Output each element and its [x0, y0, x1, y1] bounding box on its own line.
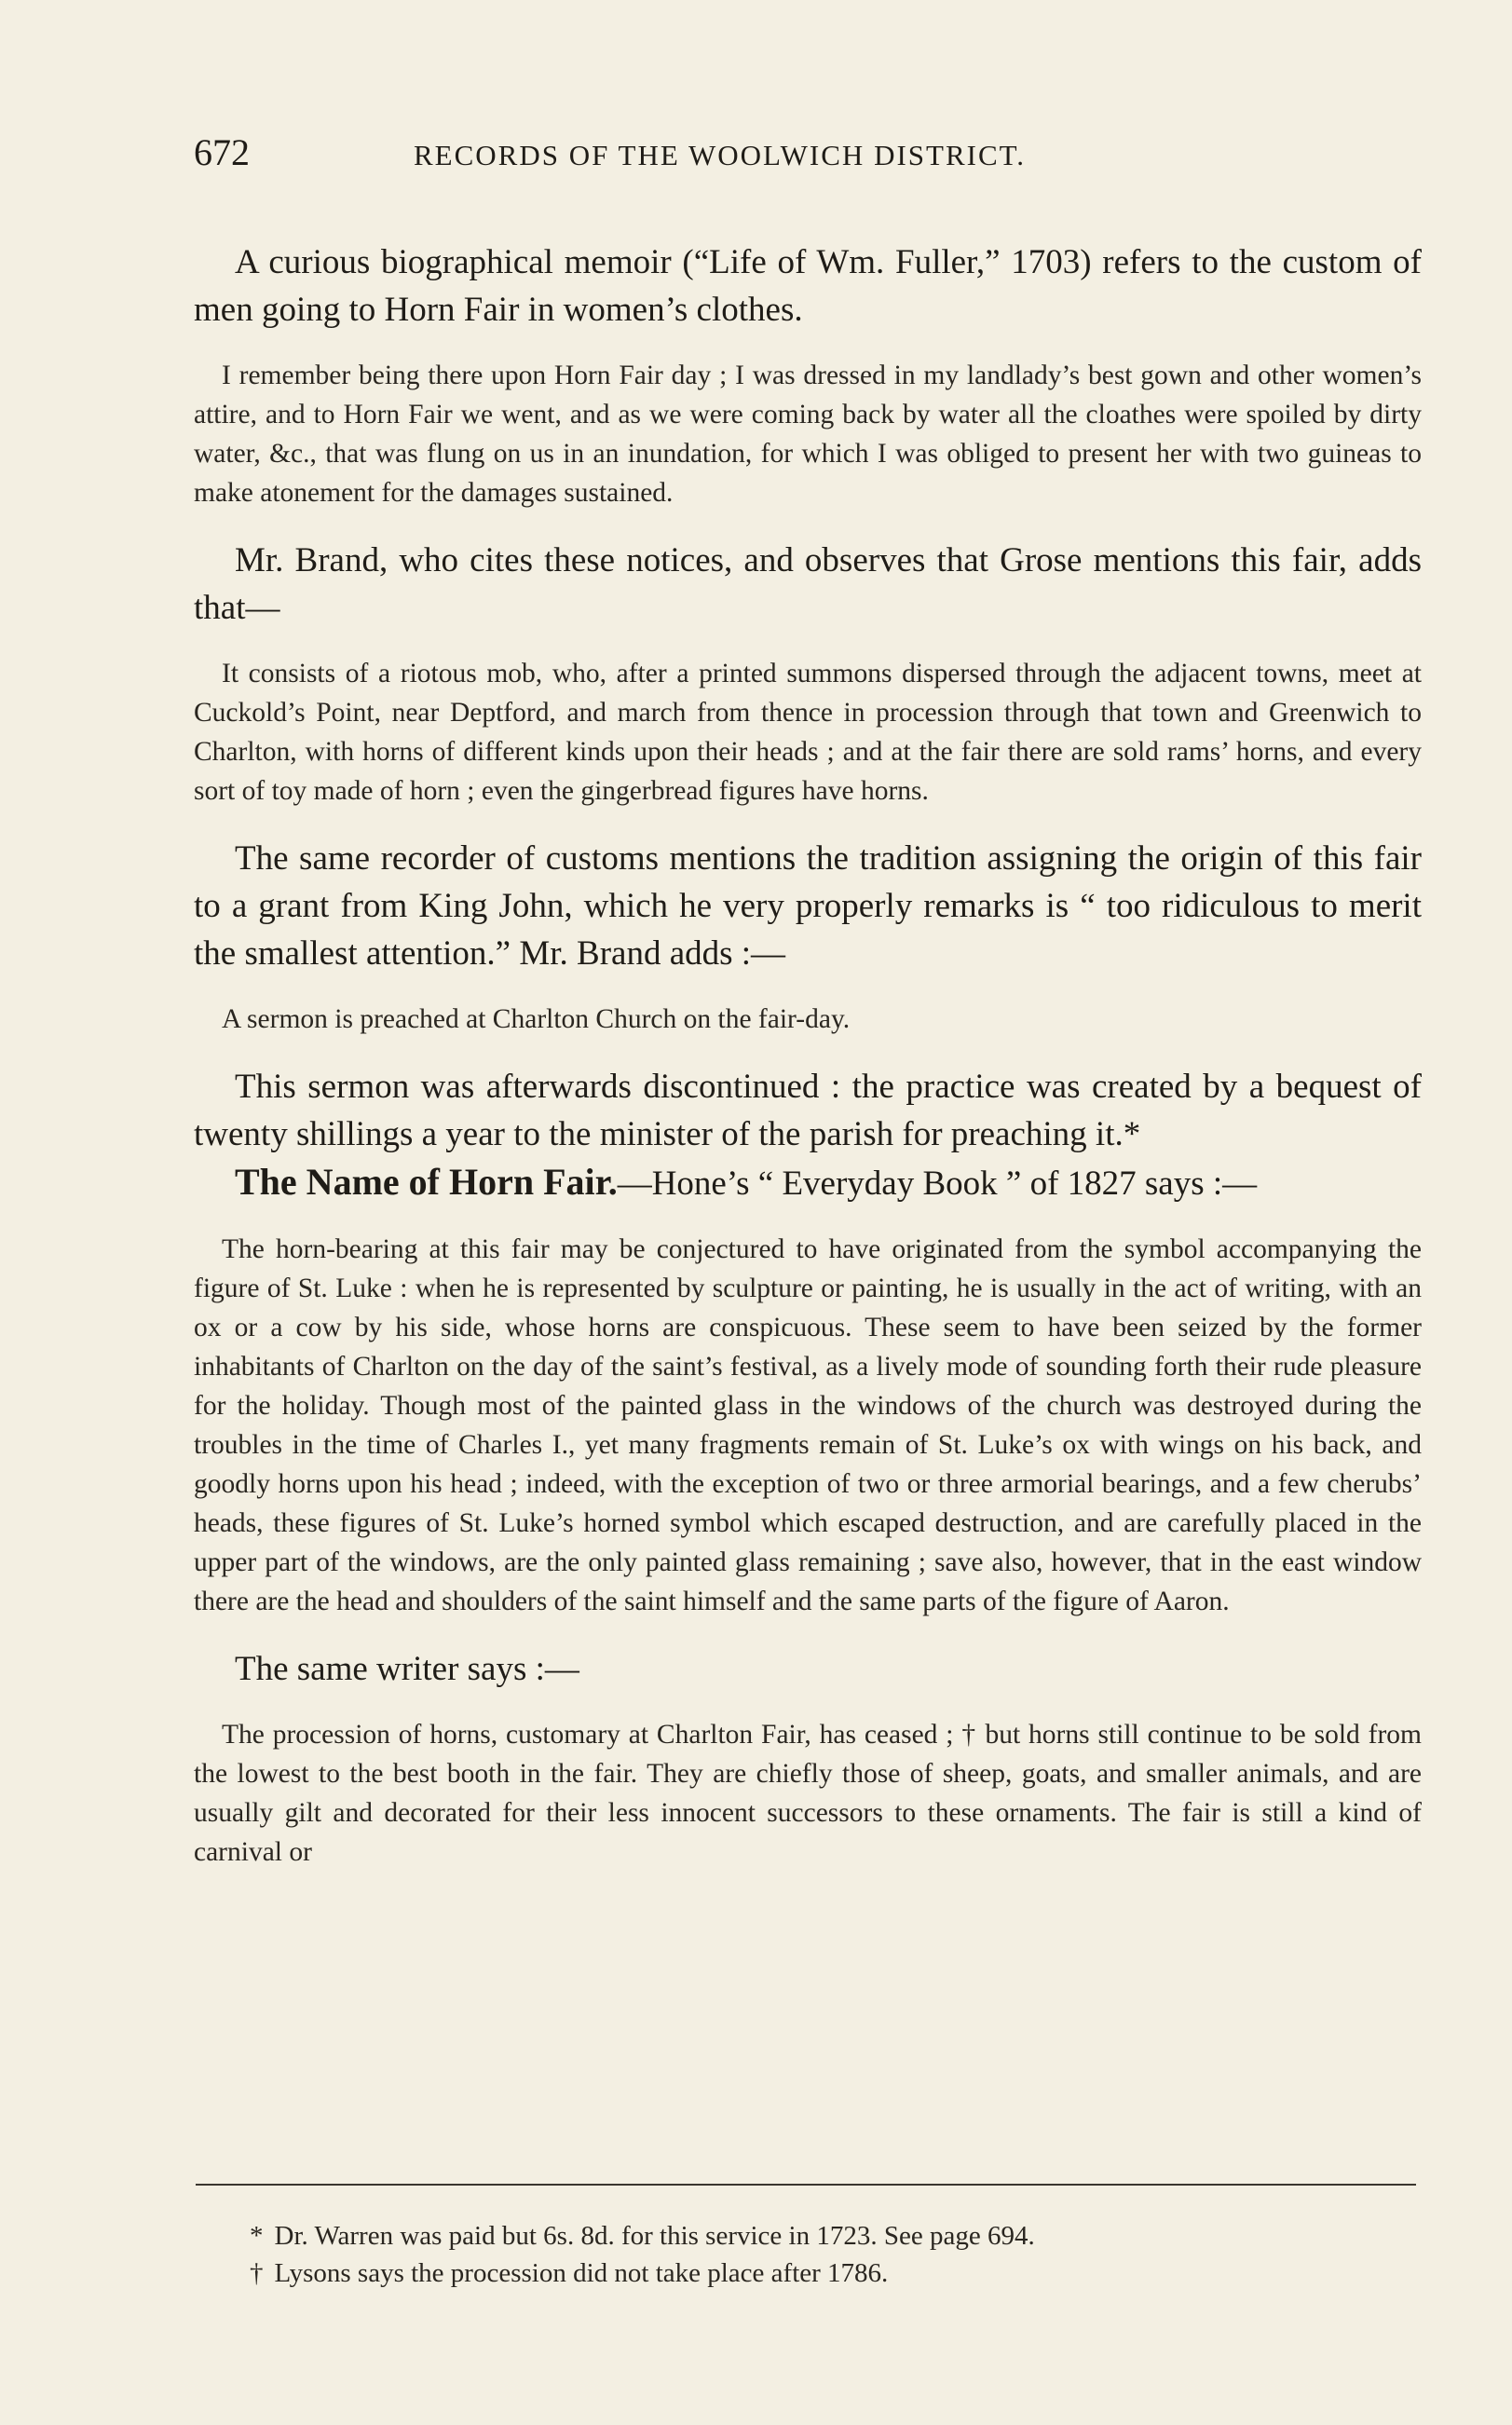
quote-sermon: A sermon is preached at Charlton Church on the fair-day. — [222, 1004, 851, 1034]
footnote-text: Lysons says the procession did not take place after 1786. — [274, 2258, 889, 2288]
book-page — [194, 130, 1422, 1896]
paragraph-same-writer: The same writer says :— — [235, 1650, 579, 1688]
footnote-mark: † — [250, 2258, 264, 2288]
running-head: RECORDS OF THE WOOLWICH DISTRICT. — [414, 139, 1027, 171]
paragraph-king-john: The same recorder of customs mentions the tradition assigning the origin of this fair to a grant from King John, which he very properly remarks is “ too ridiculous to merit the smallest attention.” Mr. Brand adds :— — [194, 839, 1422, 973]
footnote-1 — [250, 2217, 1405, 2255]
quote-fuller: I remember being there upon Horn Fair day ; I was dressed in my landlady’s best gown and other women’s attire, and to Horn Fair we went, and as we were coming back by water all the cloathes were spoiled by dirty water, &c., that was flung on us in an inundation, for which I was obliged to present her with two guineas to make atonement for the damages sustained. — [194, 361, 1422, 508]
footnote-text: Dr. Warren was paid but 6s. 8d. for this service in 1723. See page 694. — [274, 2221, 1035, 2251]
footnote-rule — [196, 2184, 1416, 2186]
footnote-2 — [250, 2255, 1405, 2292]
quote-brand-riotous-mob: It consists of a riotous mob, who, after a printed summons dispersed through the adjacent towns, meet at Cuckold’s Point, near Deptford, and march from thence in procession through that town and Greenwich to Charlton, with horns of different kinds upon their heads ; and at the fair there are sold rams’ horns, and every sort of toy made of horn ; even the gingerbread figures have horns. — [194, 659, 1422, 806]
section-heading-paragraph — [194, 1158, 1422, 1207]
paragraph-fuller-memoir: A curious biographical memoir (“Life of Wm. Fuller,” 1703) refers to the custom of men going to Horn Fair in women’s clothes. — [194, 243, 1422, 329]
page-header — [194, 130, 1422, 179]
footnote-mark: * — [250, 2221, 264, 2251]
section-intro: —Hone’s “ Everyday Book ” of 1827 says :— — [617, 1165, 1258, 1203]
page-number: 672 — [194, 131, 250, 173]
paragraph-brand: Mr. Brand, who cites these notices, and observes that Grose mentions this fair, adds that— — [194, 541, 1422, 627]
quote-hone-everyday-book: The horn-bearing at this fair may be conjectured to have originated from the symbol accompanying the figure of St. Luke : when he is represented by sculpture or painting, he is usually in the act of writing, with an ox or a cow by his side, whose horns are conspicuous. These seem to have been seized by the former inhabitants of Charlton on the day of the saint’s festival, as a lively mode of sounding forth their rude pleasure for the holiday. Though most of the painted glass in the windows of the church was destroyed during the troubles in the time of Charles I., yet many fragments remain of St. Luke’s ox with wings on his back, and goodly horns upon his head ; indeed, with the exception of two or three armorial bearings, and a few cherubs’ heads, these figures of St. Luke’s horned symbol which escaped destruction, and are carefully placed in the upper part of the windows, are the only painted glass remaining ; save also, however, that in the east window there are the head and shoulders of the saint himself and the same parts of the figure of Aaron. — [194, 1234, 1422, 1616]
paragraph-sermon-discontinued: This sermon was afterwards discontinued : the practice was created by a bequest of twenty shillings a year to the minister of the parish for preaching it.* — [194, 1068, 1422, 1153]
footnotes — [250, 2217, 1405, 2292]
quote-procession-of-horns: The procession of horns, customary at Charlton Fair, has ceased ; † but horns still continue to be sold from the lowest to the best booth in the fair. They are chiefly those of sheep, goats, and smaller animals, and are usually gilt and decorated for their less innocent successors to these ornaments. The fair is still a kind of carnival or — [194, 1720, 1422, 1867]
section-title: The Name of Horn Fair. — [235, 1161, 618, 1203]
